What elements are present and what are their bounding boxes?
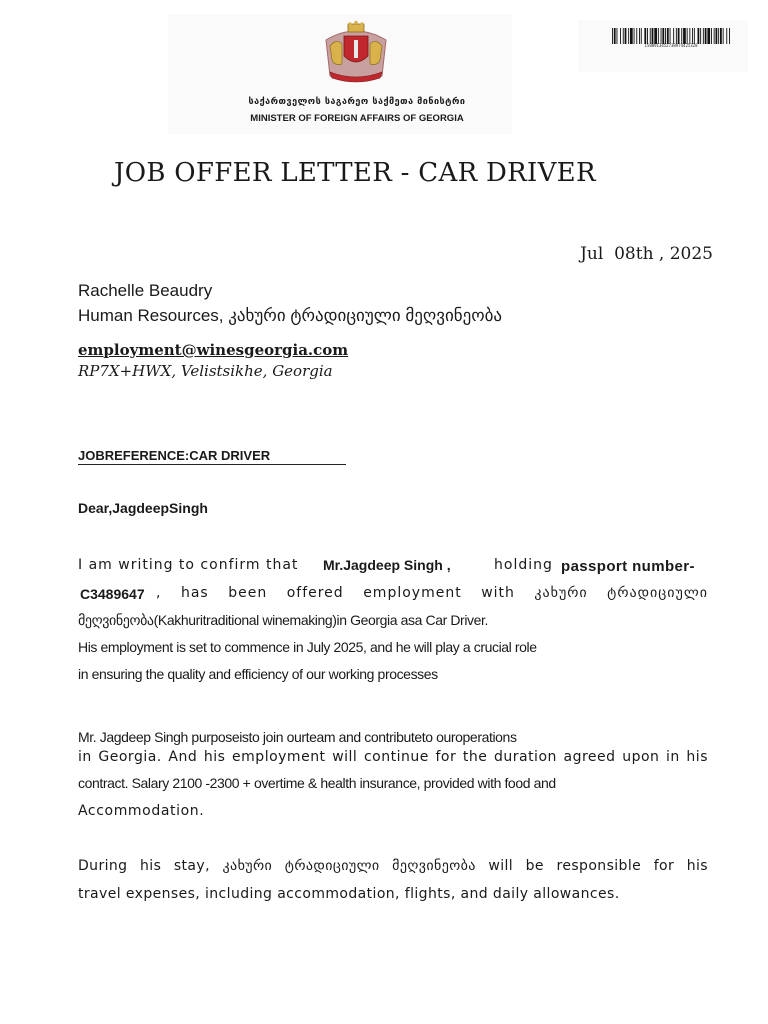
coat-of-arms-icon [320,20,392,86]
paragraph2-line1: Mr. Jagdeep Singh purposeisto join ourteam and contributeto ouroperations [78,729,517,745]
paragraph3-line2: travel expenses, including accommodation, flights, and daily allowances. [78,886,620,902]
salutation: Dear,JagdeepSingh [78,500,208,516]
paragraph1-line4: His employment is set to commence in July 2025, and he will play a crucial role [78,639,537,655]
candidate-name: Mr.Jagdeep Singh , [323,557,451,573]
paragraph3-line1: During his stay, კახური ტრადიციული მეღვინეობა will be responsible for his [78,858,708,874]
intro-text: I am writing to confirm that [78,557,299,573]
barcode-icon [612,28,730,44]
sender-address: RP7X+HWX, Velistsikhe, Georgia [78,362,333,380]
letter-date: Jul 08th , 2025 [580,244,713,264]
paragraph1-line3: მეღვინეობა(Kakhuritraditional winemaking)in Georgia asa Car Driver. [78,612,488,628]
ministry-name-english: MINISTER OF FOREIGN AFFAIRS OF GEORGIA [250,113,464,124]
passport-number: C3489647 [80,586,145,602]
barcode-number: 1588913452738974425328 [644,43,698,48]
paragraph1-line5: in ensuring the quality and efficiency of our working processes [78,666,438,682]
document-title: JOB OFFER LETTER - CAR DRIVER [114,158,596,188]
job-reference: JOBREFERENCE:CAR DRIVER [78,448,346,465]
offered-text: , has been offered employment with კახური ტრადიციული [156,585,708,601]
paragraph2-line4: Accommodation. [78,803,205,819]
passport-label: passport number- [561,558,695,575]
holding-text: holding [494,557,553,573]
sender-department: Human Resources, კახური ტრადიციული მეღვინეობა [78,306,503,325]
sender-email-link[interactable]: employment@winesgeorgia.com [78,341,349,359]
sender-name: Rachelle Beaudry [78,281,213,300]
paragraph2-line3: contract. Salary 2100 -2300 + overtime & health insurance, provided with food and [78,775,556,791]
paragraph2-line2: in Georgia. And his employment will continue for the duration agreed upon in his [78,749,708,765]
ministry-name-georgian: საქართველოს საგარეო საქმეთა მინისტრი [248,97,466,107]
